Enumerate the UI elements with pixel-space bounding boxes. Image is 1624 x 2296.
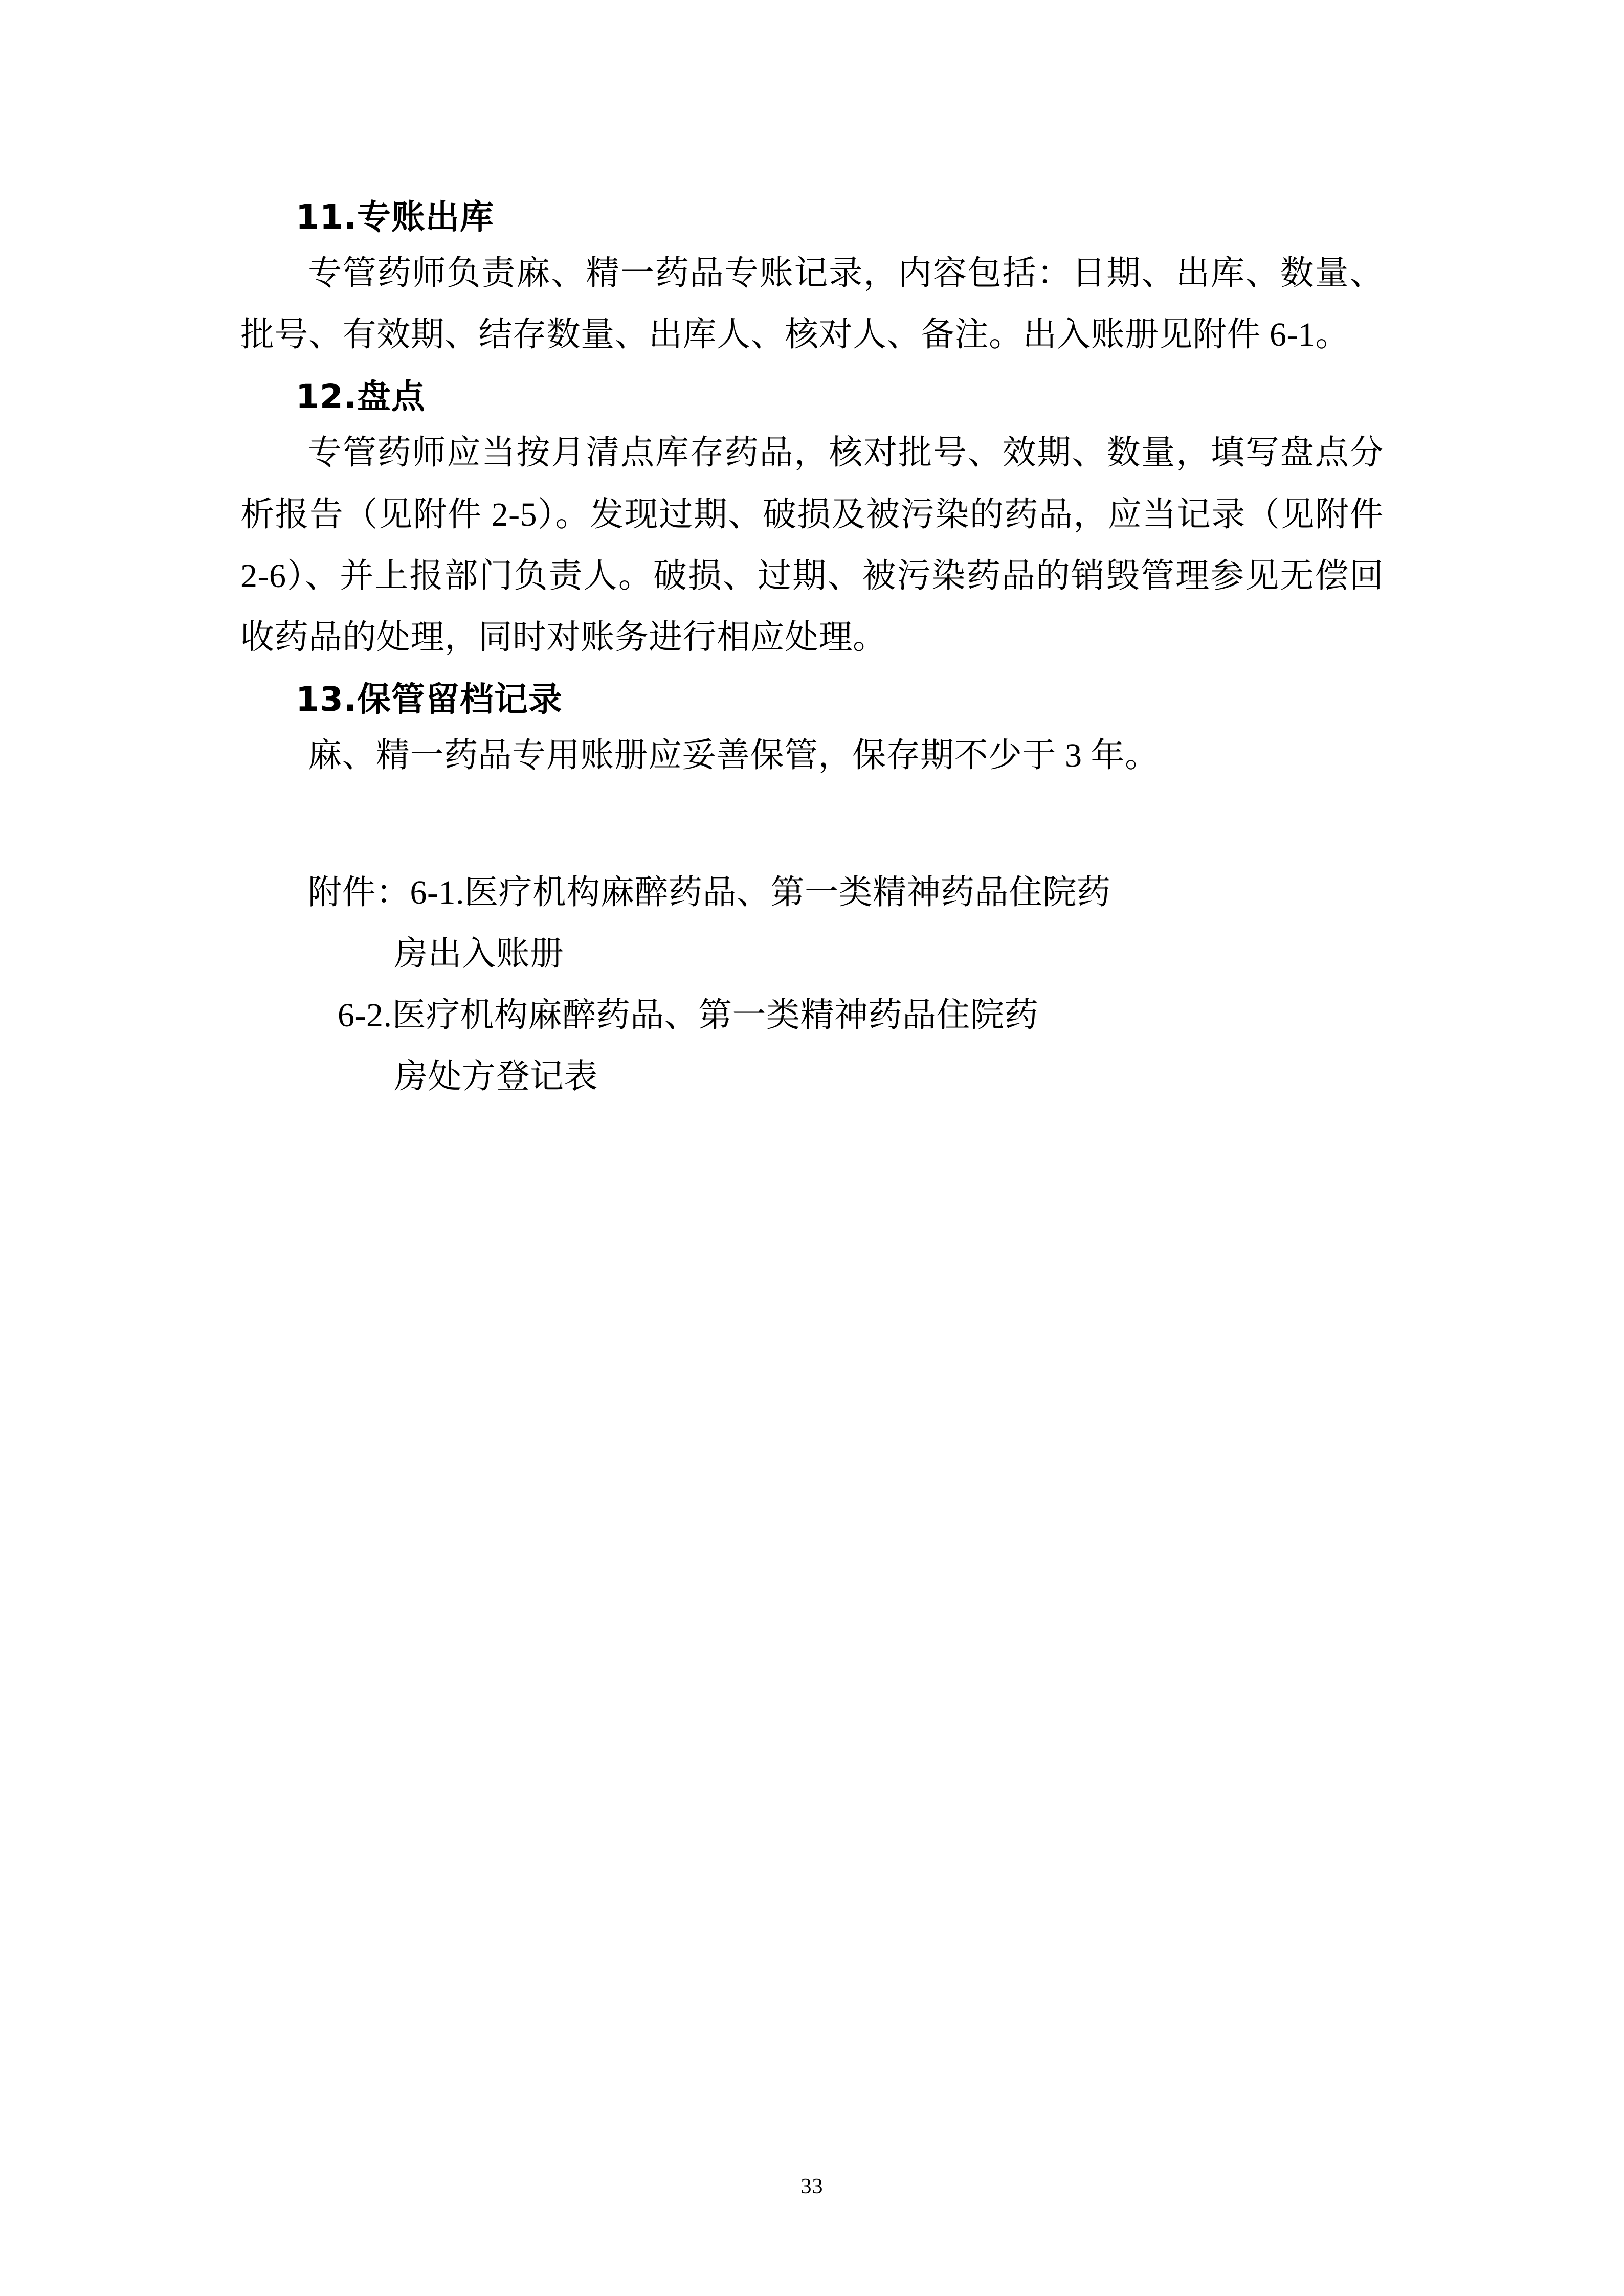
- attachment-item-1-title: 6-1.医疗机构麻醉药品、第一类精神药品住院药: [410, 874, 1111, 912]
- attachments-block: [240, 862, 1384, 1108]
- section-heading-11: 11.专账出库: [296, 197, 494, 237]
- section-paragraph-11: 专管药师负责麻、精一药品专账记录，内容包括：日期、出库、数量、批号、有效期、结存数量、出库人、核对人、备注。出入账册见附件 6-1。: [240, 255, 1384, 354]
- section-heading-13: 13.保管留档记录: [296, 679, 563, 719]
- attachments-label: 附件：: [308, 874, 410, 912]
- page-number: 33: [800, 2175, 824, 2198]
- attachment-item-2-line-1: 6-2.医疗机构麻醉药品、第一类精神药品住院药: [338, 997, 1038, 1034]
- attachment-item-1-line-1: [240, 862, 1384, 924]
- attachment-item-1-line-2: 房出入账册: [394, 935, 564, 973]
- section-spacer: [240, 795, 1384, 862]
- section-paragraph-12: 专管药师应当按月清点库存药品，核对批号、效期、数量，填写盘点分析报告（见附件 2-5）。发现过期、破损及被污染的药品，应当记录（见附件 2-6）、并上报部门负责人。破损、过期、被污染药品的销毁管理参见无偿回收药品的处理，同时对账务进行相应处理。: [240, 434, 1384, 656]
- section-paragraph-13: 麻、精一药品专用账册应妥善保管，保存期不少于 3 年。: [308, 736, 1159, 774]
- section-heading-12: 12.盘点: [296, 377, 426, 417]
- attachment-item-2-line-2: 房处方登记表: [394, 1058, 598, 1096]
